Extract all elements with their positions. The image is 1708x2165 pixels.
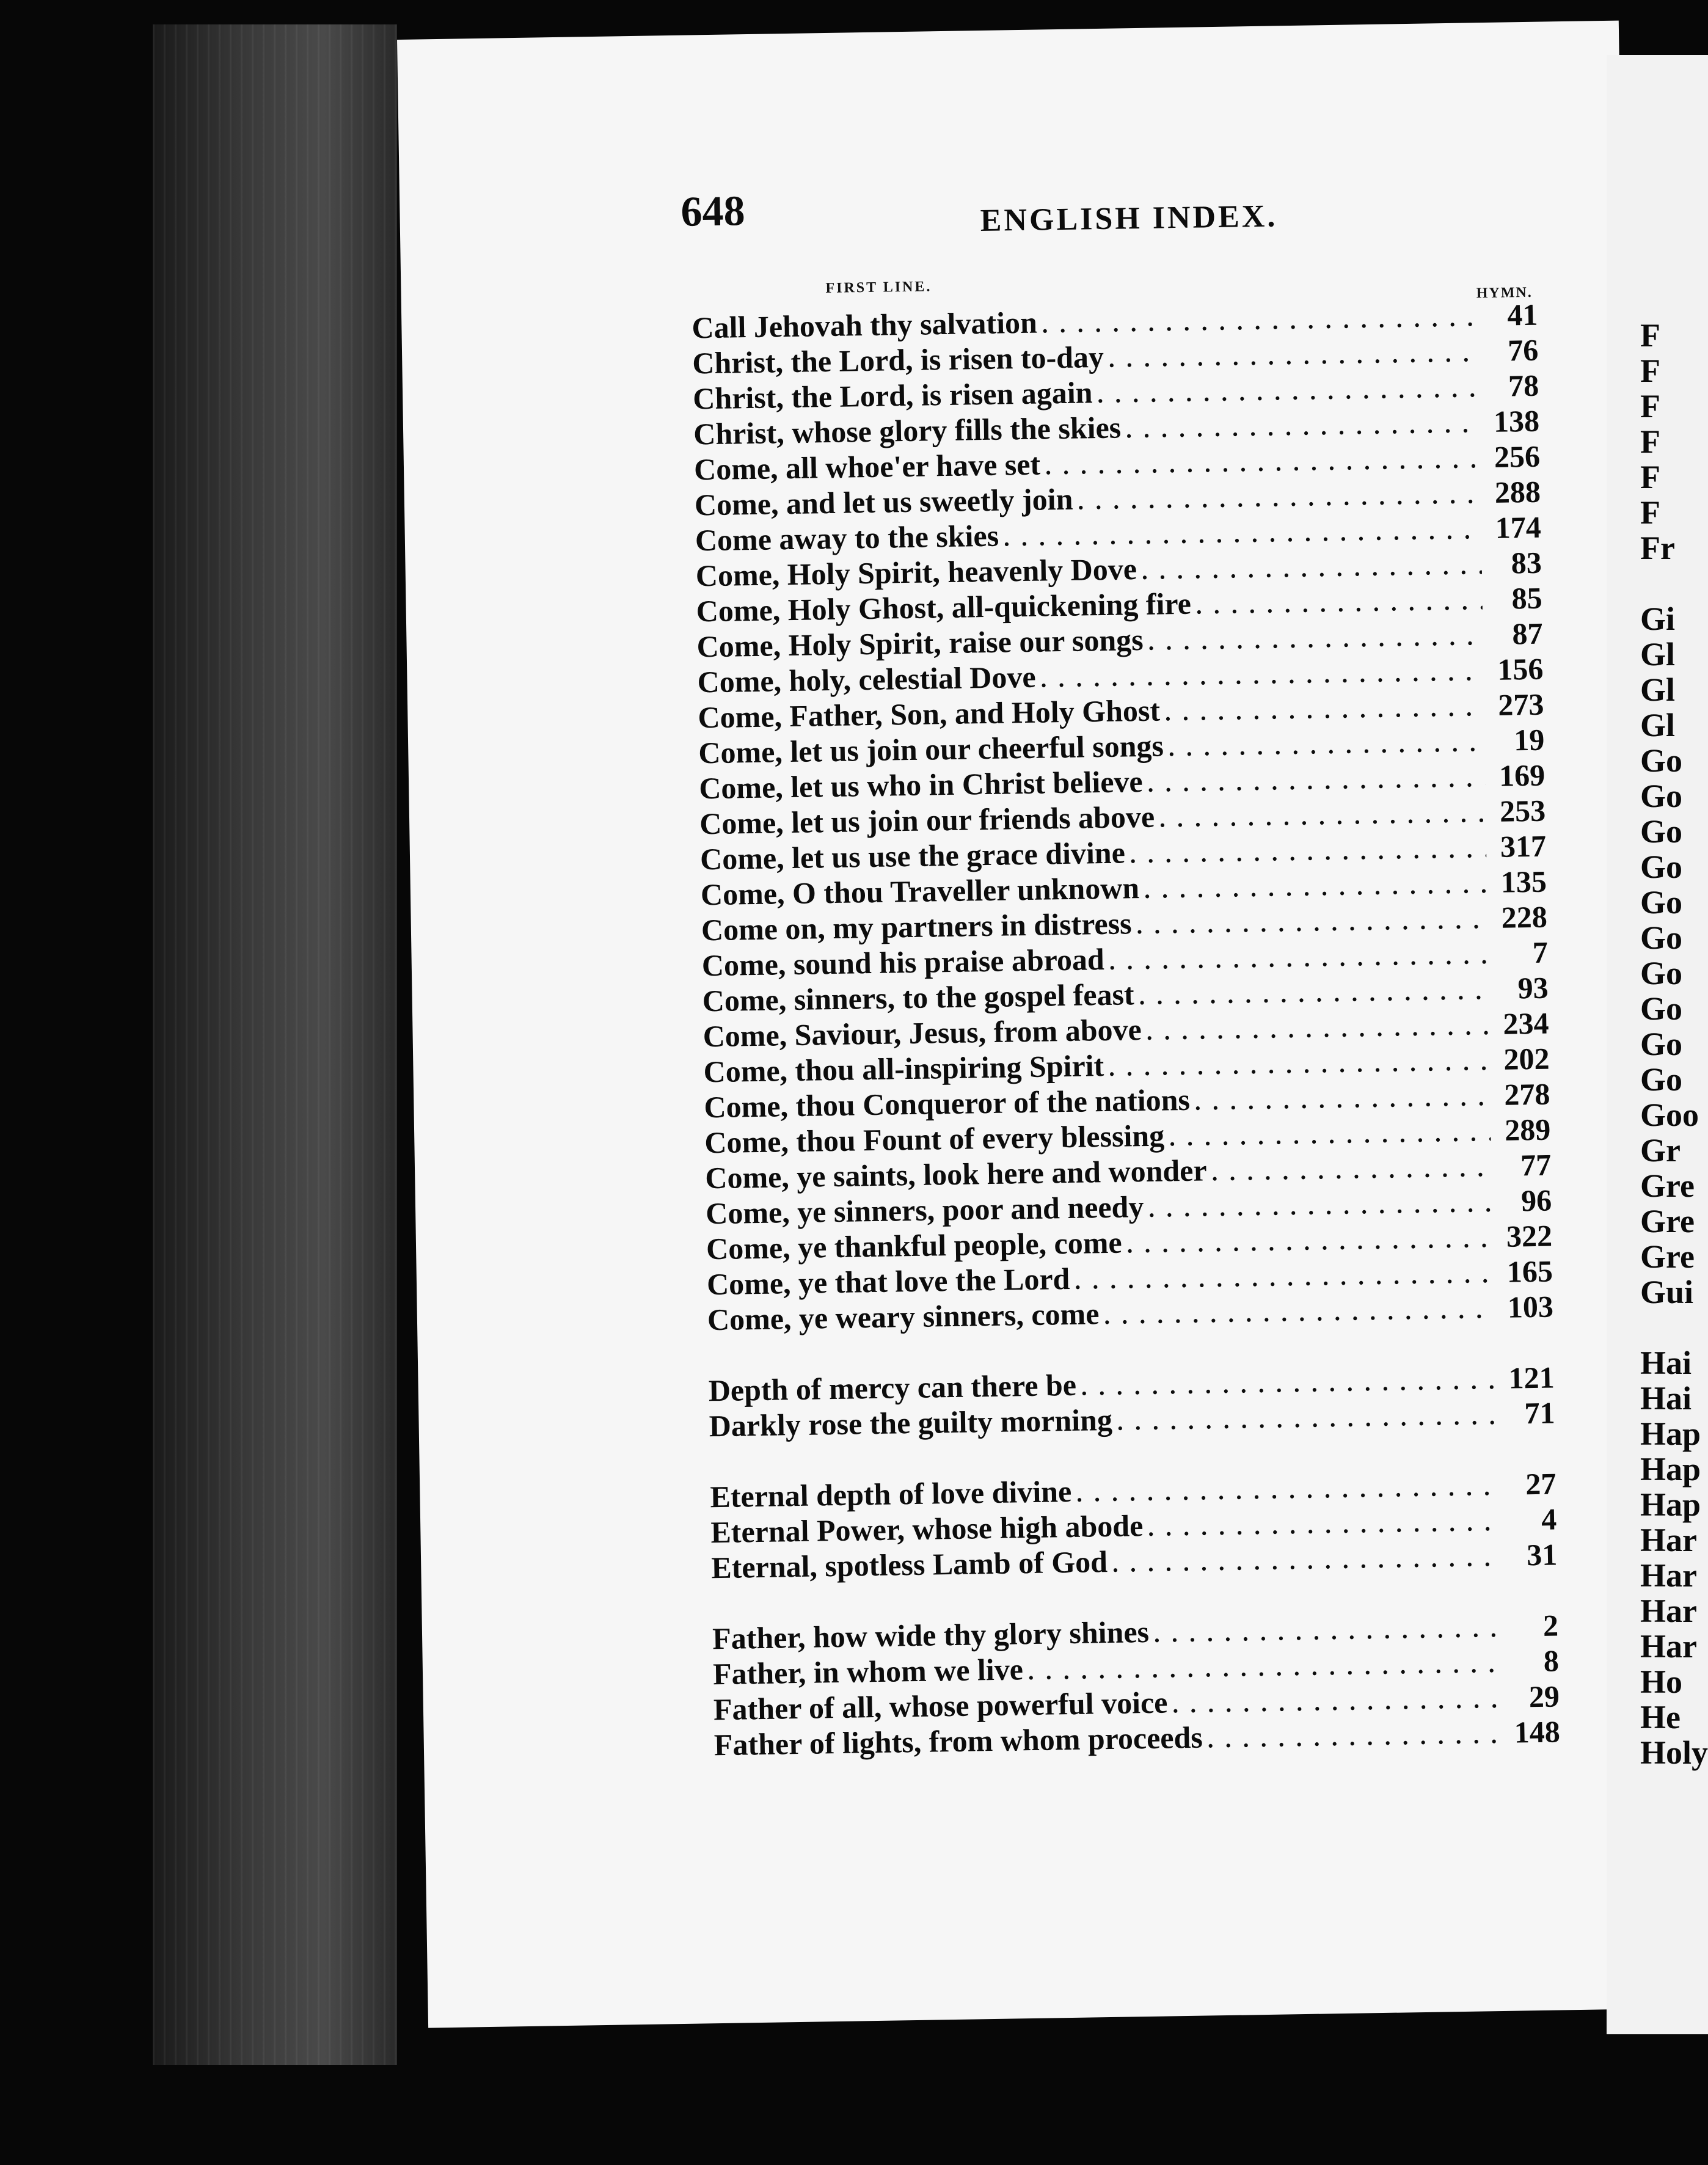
edge-letters-item: Gr xyxy=(1640,1132,1681,1169)
entry-first-line: Come, let us who in Christ believe xyxy=(698,764,1144,806)
edge-letters-item: Hap xyxy=(1640,1415,1701,1452)
entry-hymn-number: 4 xyxy=(1541,1502,1557,1536)
index-page xyxy=(397,21,1650,2028)
dot-leader xyxy=(1076,1474,1497,1508)
entry-hymn-number: 7 xyxy=(1532,935,1549,969)
dot-leader xyxy=(1104,1297,1494,1330)
edge-letters-item: Gi xyxy=(1640,601,1676,637)
entry-hymn-number: 156 xyxy=(1497,651,1544,687)
entry-hymn-number: 96 xyxy=(1520,1183,1552,1218)
entry-hymn-number: 71 xyxy=(1524,1395,1555,1431)
dot-leader xyxy=(1078,482,1481,515)
dot-leader xyxy=(1159,801,1486,833)
entry-first-line: Come, ye that love the Lord xyxy=(706,1261,1070,1302)
edge-letters-item: Go xyxy=(1640,1026,1683,1062)
entry-first-line: Father of lights, from whom proceeds xyxy=(713,1720,1203,1762)
entry-first-line: Come, thou Fount of every blessing xyxy=(704,1118,1165,1160)
dot-leader xyxy=(1075,1261,1493,1295)
entry-first-line: Father of all, whose powerful voice xyxy=(713,1685,1168,1727)
entry-hymn-number: 121 xyxy=(1508,1360,1555,1395)
entry-first-line: Come, Saviour, Jesus, from above xyxy=(703,1012,1142,1054)
dot-leader xyxy=(1172,1687,1500,1718)
edge-letters-item: Hap xyxy=(1640,1486,1701,1523)
edge-letters-item: Goo xyxy=(1640,1097,1699,1133)
entry-first-line: Come away to the skies xyxy=(695,518,999,558)
edge-letters-item: He xyxy=(1640,1699,1681,1736)
dot-leader xyxy=(1136,907,1487,940)
page-number: 648 xyxy=(680,188,746,236)
entry-hymn-number: 27 xyxy=(1525,1466,1557,1502)
edge-letters-item: Hai xyxy=(1640,1345,1692,1381)
dot-leader xyxy=(1147,765,1485,798)
edge-letters-item: Go xyxy=(1640,884,1683,921)
entry-hymn-number: 19 xyxy=(1513,722,1545,758)
entry-first-line: Eternal, spotless Lamb of God xyxy=(710,1544,1108,1585)
entry-first-line: Come, ye weary sinners, come xyxy=(707,1296,1100,1337)
edge-letters-item: Gre xyxy=(1640,1203,1695,1239)
entry-first-line: Christ, the Lord, is risen again xyxy=(692,375,1093,416)
edge-letters-item: F xyxy=(1640,352,1660,389)
edge-letters-item: Hap xyxy=(1640,1451,1701,1488)
edge-letters-item: Go xyxy=(1640,778,1683,814)
entry-hymn-number: 234 xyxy=(1503,1006,1549,1041)
dot-leader xyxy=(1148,624,1483,656)
entry-hymn-number: 85 xyxy=(1511,580,1543,616)
entry-hymn-number: 41 xyxy=(1506,297,1538,332)
entry-hymn-number: 2 xyxy=(1542,1608,1559,1643)
entry-first-line: Come, ye sinners, poor and needy xyxy=(705,1189,1144,1231)
dot-leader xyxy=(1126,1226,1492,1258)
entry-first-line: Eternal Power, whose high abode xyxy=(710,1508,1144,1550)
dot-leader xyxy=(1211,1155,1491,1186)
dot-leader xyxy=(1126,411,1480,444)
entry-first-line: Come, Holy Ghost, all-quickening fire xyxy=(696,586,1192,629)
entry-first-line: Come, sinners, to the gospel feast xyxy=(702,977,1135,1018)
edge-letters-item: Gl xyxy=(1640,707,1676,743)
entry-first-line: Come, O thou Traveller unknown xyxy=(700,871,1140,912)
edge-letters-item: Har xyxy=(1640,1557,1697,1594)
edge-gap xyxy=(1640,566,1708,601)
entry-first-line: Come, sound his praise abroad xyxy=(701,942,1105,983)
entry-hymn-number: 278 xyxy=(1503,1076,1550,1112)
edge-letters-item: Go xyxy=(1640,919,1683,956)
entry-hymn-number: 77 xyxy=(1520,1147,1552,1183)
edge-letters-item: Har xyxy=(1640,1593,1697,1629)
entry-hymn-number: 317 xyxy=(1500,828,1547,864)
entry-hymn-number: 289 xyxy=(1504,1112,1551,1147)
dot-leader xyxy=(1207,1722,1500,1754)
entry-hymn-number: 78 xyxy=(1508,368,1539,403)
entry-first-line: Come, Father, Son, and Holy Ghost xyxy=(698,693,1161,735)
edge-letters-item: Go xyxy=(1640,742,1683,779)
entry-first-line: Come, thou all-inspiring Spirit xyxy=(703,1048,1104,1089)
dot-leader xyxy=(1148,1191,1492,1223)
entry-hymn-number: 148 xyxy=(1514,1714,1561,1750)
dot-leader xyxy=(1081,1368,1495,1401)
entry-hymn-number: 169 xyxy=(1498,758,1546,793)
entry-hymn-number: 165 xyxy=(1506,1254,1553,1289)
dot-leader xyxy=(1165,695,1484,726)
entry-hymn-number: 322 xyxy=(1506,1218,1553,1254)
entry-first-line: Christ, the Lord, is risen to-day xyxy=(692,339,1104,381)
index-entries xyxy=(692,297,1560,1762)
book-spine xyxy=(153,24,397,2065)
edge-letters-item: Holy xyxy=(1640,1734,1708,1771)
edge-letters-item: Ho xyxy=(1640,1663,1683,1700)
entry-hymn-number: 174 xyxy=(1495,509,1542,545)
entry-first-line: Come, let us join our cheerful songs xyxy=(698,728,1164,770)
entry-first-line: Eternal depth of love divine xyxy=(710,1473,1072,1514)
edge-letters-item: F xyxy=(1640,423,1660,460)
entry-hymn-number: 87 xyxy=(1512,616,1543,651)
entry-hymn-number: 31 xyxy=(1526,1537,1558,1572)
dot-leader xyxy=(1139,978,1489,1010)
entry-hymn-number: 29 xyxy=(1528,1679,1560,1714)
edge-gap xyxy=(1640,1310,1708,1345)
dot-leader xyxy=(1097,376,1479,409)
edge-letters-item: Hai xyxy=(1640,1380,1692,1417)
dot-leader xyxy=(1109,340,1479,373)
edge-letters-item: Go xyxy=(1640,990,1683,1027)
edge-letters-item: Gl xyxy=(1640,671,1676,708)
entry-hymn-number: 202 xyxy=(1503,1041,1550,1076)
dot-leader xyxy=(1130,836,1487,869)
entry-first-line: Call Jehovah thy salvation xyxy=(692,305,1038,345)
entry-first-line: Come, ye thankful people, come xyxy=(706,1225,1123,1266)
edge-letters-item: F xyxy=(1640,317,1660,354)
dot-leader xyxy=(1112,1545,1498,1578)
edge-letters-item: F xyxy=(1640,388,1660,425)
dot-leader xyxy=(1169,1120,1491,1152)
entry-first-line: Come, ye saints, look here and wonder xyxy=(704,1153,1207,1196)
edge-letters-item: Har xyxy=(1640,1522,1697,1558)
entry-first-line: Father, in whom we live xyxy=(712,1652,1024,1692)
dot-leader xyxy=(1144,872,1487,904)
entry-first-line: Father, how wide thy glory shines xyxy=(712,1614,1150,1656)
entry-first-line: Darkly rose the guilty morning xyxy=(709,1402,1113,1444)
entry-hymn-number: 253 xyxy=(1499,793,1546,828)
facing-page-letters xyxy=(1640,318,1708,1770)
entry-hymn-number: 83 xyxy=(1511,545,1542,580)
entry-hymn-number: 76 xyxy=(1507,332,1539,368)
dot-leader xyxy=(1117,1403,1495,1436)
dot-leader xyxy=(1109,1049,1490,1082)
entry-first-line: Come, Holy Spirit, raise our songs xyxy=(696,622,1144,664)
entry-hymn-number: 103 xyxy=(1507,1289,1554,1324)
entry-first-line: Come, let us join our friends above xyxy=(699,799,1155,841)
edge-letters-item: F xyxy=(1640,459,1660,495)
edge-letters-item: Gl xyxy=(1640,636,1676,673)
entry-first-line: Depth of mercy can there be xyxy=(708,1367,1077,1408)
column-header-first-line: FIRST LINE. xyxy=(825,279,932,297)
entry-first-line: Christ, whose glory fills the skies xyxy=(693,410,1122,451)
entry-hymn-number: 228 xyxy=(1501,899,1548,935)
dot-leader xyxy=(1148,1510,1497,1542)
edge-letters-item: Fr xyxy=(1640,530,1675,566)
edge-letters-item: Go xyxy=(1640,955,1683,991)
entry-hymn-number: 135 xyxy=(1500,864,1547,899)
edge-letters-item: Go xyxy=(1640,849,1683,885)
edge-letters-item: Go xyxy=(1640,1061,1683,1098)
entry-first-line: Come, and let us sweetly join xyxy=(694,481,1073,522)
edge-letters-item: Go xyxy=(1640,813,1683,850)
dot-leader xyxy=(1154,1616,1499,1648)
entry-hymn-number: 8 xyxy=(1543,1643,1560,1678)
edge-letters-item: Har xyxy=(1640,1628,1697,1665)
page-title: ENGLISH INDEX. xyxy=(980,199,1278,239)
entry-hymn-number: 138 xyxy=(1493,403,1540,439)
column-header-hymn: HYMN. xyxy=(1476,284,1533,302)
dot-leader xyxy=(1169,730,1485,762)
entry-first-line: Come, let us use the grace divine xyxy=(699,835,1126,877)
edge-letters-item: F xyxy=(1640,494,1660,531)
dot-leader xyxy=(1142,553,1482,585)
entry-hymn-number: 93 xyxy=(1517,970,1549,1006)
entry-hymn-number: 288 xyxy=(1494,474,1541,509)
facing-page-edge xyxy=(1607,55,1708,2034)
edge-letters-item: Gre xyxy=(1640,1238,1695,1275)
entry-first-line: Come, holy, celestial Dove xyxy=(697,659,1037,699)
entry-hymn-number: 256 xyxy=(1494,439,1541,474)
dot-leader xyxy=(1146,1013,1489,1046)
entry-first-line: Come, all whoe'er have set xyxy=(693,447,1041,487)
dot-leader xyxy=(1195,1084,1491,1116)
entry-first-line: Come on, my partners in distress xyxy=(701,906,1132,947)
entry-first-line: Come, thou Conqueror of the nations xyxy=(704,1082,1191,1125)
entry-first-line: Come, Holy Spirit, heavenly Dove xyxy=(695,552,1137,593)
edge-letters-item: Gre xyxy=(1640,1167,1695,1204)
dot-leader xyxy=(1196,588,1483,619)
edge-letters-item: Gui xyxy=(1640,1274,1694,1310)
entry-hymn-number: 273 xyxy=(1497,687,1544,722)
dot-leader xyxy=(1109,943,1488,976)
